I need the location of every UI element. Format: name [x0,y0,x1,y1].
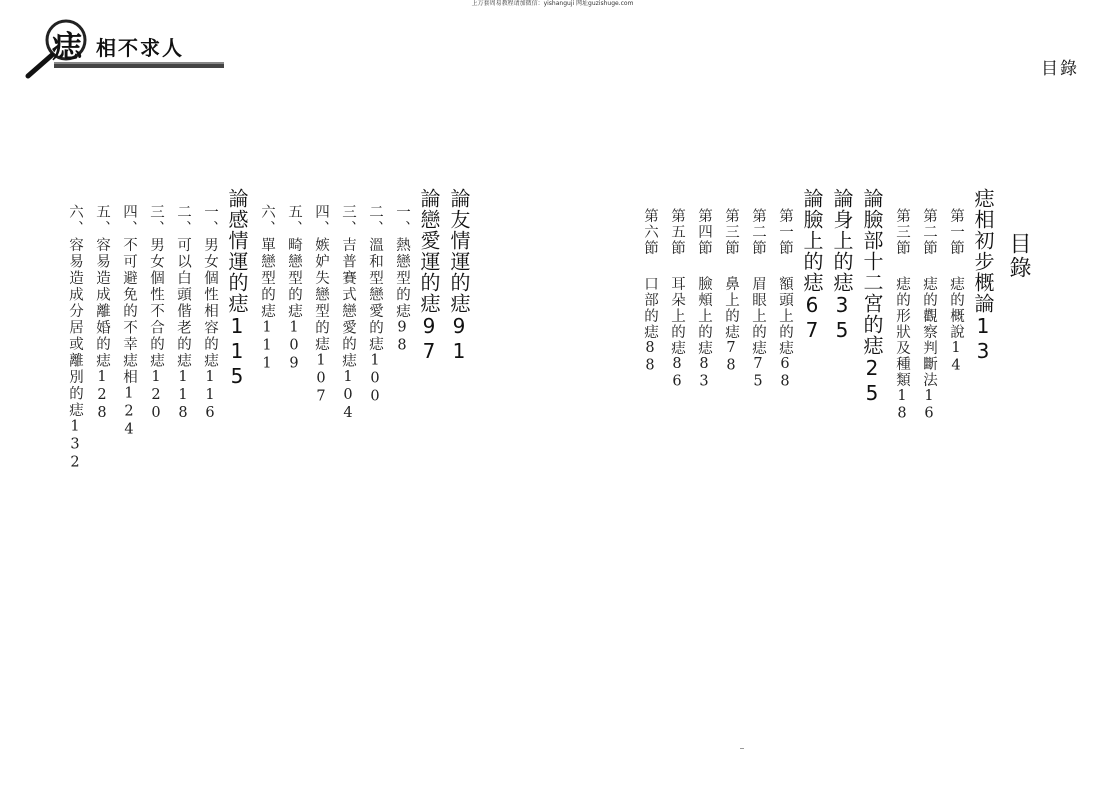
page-mark [740,748,744,749]
book-title: 相不求人 [96,36,184,60]
top-note: 上万套周易教程请加微信：yishanguji 网址guzishuge.com [471,0,634,7]
book-logo [24,18,234,82]
section-text: 眉眼上的痣75 [750,276,766,391]
section-text: 痣的概說14 [948,276,964,375]
chapter-7-item: 二、可以白頭偕老的痣118 [175,204,191,423]
section-label: 第二節 [921,208,937,256]
chapter-1: 痣相初步概論13 [971,188,995,364]
section-label: 第三節 [723,208,739,256]
chapter-2: 論臉部十二宮的痣25 [860,188,884,406]
chapter-6-item: 五、畸戀型的痣109 [286,204,302,374]
section-text: 臉頰上的痣83 [696,276,712,391]
section-4-5 [657,188,684,423]
section-label: 第一節 [948,208,964,256]
chapter-3: 論身上的痣35 [830,188,854,343]
chapter-6-item: 三、吉普賽式戀愛的痣104 [340,204,356,423]
section-4-4 [684,188,711,423]
toc-title: 目錄 [1006,232,1031,280]
chapter-4: 論臉上的痣67 [800,188,824,343]
section-label: 第五節 [669,208,685,256]
section-text: 額頭上的痣68 [777,276,793,391]
section-text: 痣的觀察判斷法16 [921,276,937,423]
section-4-1 [765,188,792,423]
chapter-5: 論友情運的痣91 [447,188,471,364]
chapter-6-item: 二、溫和型戀愛的痣100 [367,204,383,407]
chapter-6-item: 四、嫉妒失戀型的痣107 [313,204,329,407]
toc-right-page [630,188,1029,423]
section-1-2 [909,188,936,423]
section-label: 第三節 [894,208,910,256]
chapter-7-item: 六、容易造成分居或離別的痣132 [67,204,83,473]
logo-char: 痣 [52,30,82,65]
chapter-7-item: 三、男女個性不合的痣120 [148,204,164,423]
chapter-7-item: 四、不可避免的不幸痣相124 [121,204,137,440]
section-text: 耳朵上的痣86 [669,276,685,391]
chapter-6-item: 一、熱戀型的痣98 [394,204,410,356]
chapter-6: 論戀愛運的痣97 [417,188,441,364]
section-label: 第一節 [777,208,793,256]
section-4-3 [711,188,738,423]
section-label: 第六節 [642,208,658,256]
chapter-6-item: 六、單戀型的痣111 [259,204,275,374]
chapter-7-item: 一、男女個性相容的痣116 [202,204,218,423]
section-label: 目錄 [1041,59,1079,79]
section-label: 第四節 [696,208,712,256]
section-text: 口部的痣88 [642,276,658,375]
chapter-7: 論感情運的痣115 [225,188,249,389]
section-4-6 [630,188,657,423]
section-text: 鼻上的痣78 [723,276,739,375]
toc-left-page [55,188,469,473]
chapter-7-item: 五、容易造成離婚的痣128 [94,204,110,423]
section-4-2 [738,188,765,423]
section-label: 第二節 [750,208,766,256]
section-1-1 [936,188,963,423]
section-1-3 [882,188,909,423]
section-text: 痣的形狀及種類18 [894,276,910,423]
